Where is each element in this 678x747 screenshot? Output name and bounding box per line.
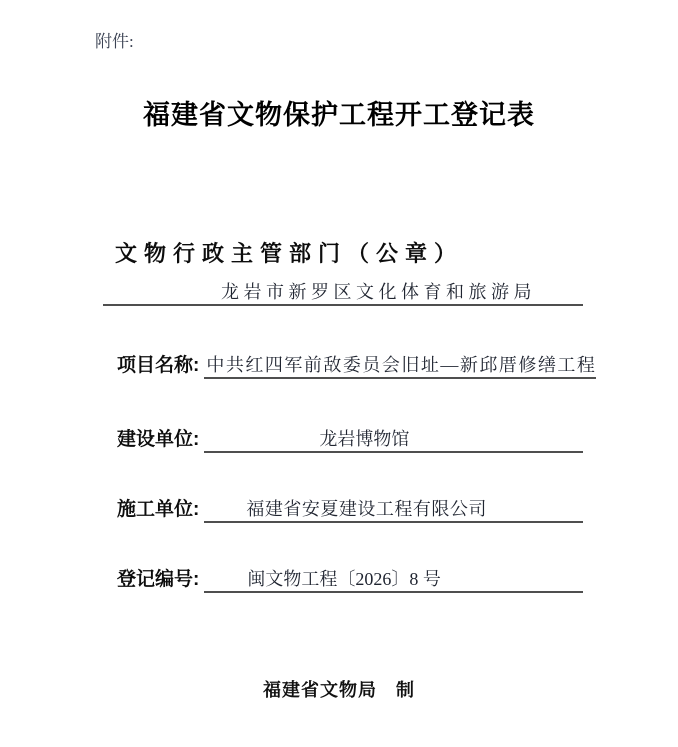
registration-number-value: 闽文物工程〔2026〕8 号 [204, 566, 583, 593]
authority-value-underline: 龙岩市新罗区文化体育和旅游局 [103, 279, 583, 306]
contractor-unit-value: 福建省安夏建设工程有限公司 [204, 496, 583, 523]
construction-unit-label: 建设单位: [117, 429, 200, 450]
project-name-value: 中共红四军前敌委员会旧址—新邱厝修缮工程 [204, 352, 596, 379]
attachment-label: 附件: [95, 32, 134, 51]
contractor-unit-label: 施工单位: [117, 499, 200, 520]
registration-number-label: 登记编号: [117, 569, 200, 590]
project-name-label: 项目名称: [117, 355, 200, 376]
field-row-construction-unit [117, 426, 583, 453]
construction-unit-value: 龙岩博物馆 [204, 426, 583, 453]
authority-section-label: 文物行政主管部门（公章） [115, 241, 464, 266]
field-row-contractor-unit [117, 496, 583, 523]
issuing-authority-footer: 福建省文物局 制 [263, 680, 415, 700]
field-row-project-name [117, 352, 595, 379]
document-title: 福建省文物保护工程开工登记表 [143, 100, 535, 130]
field-row-registration-number [117, 566, 583, 593]
